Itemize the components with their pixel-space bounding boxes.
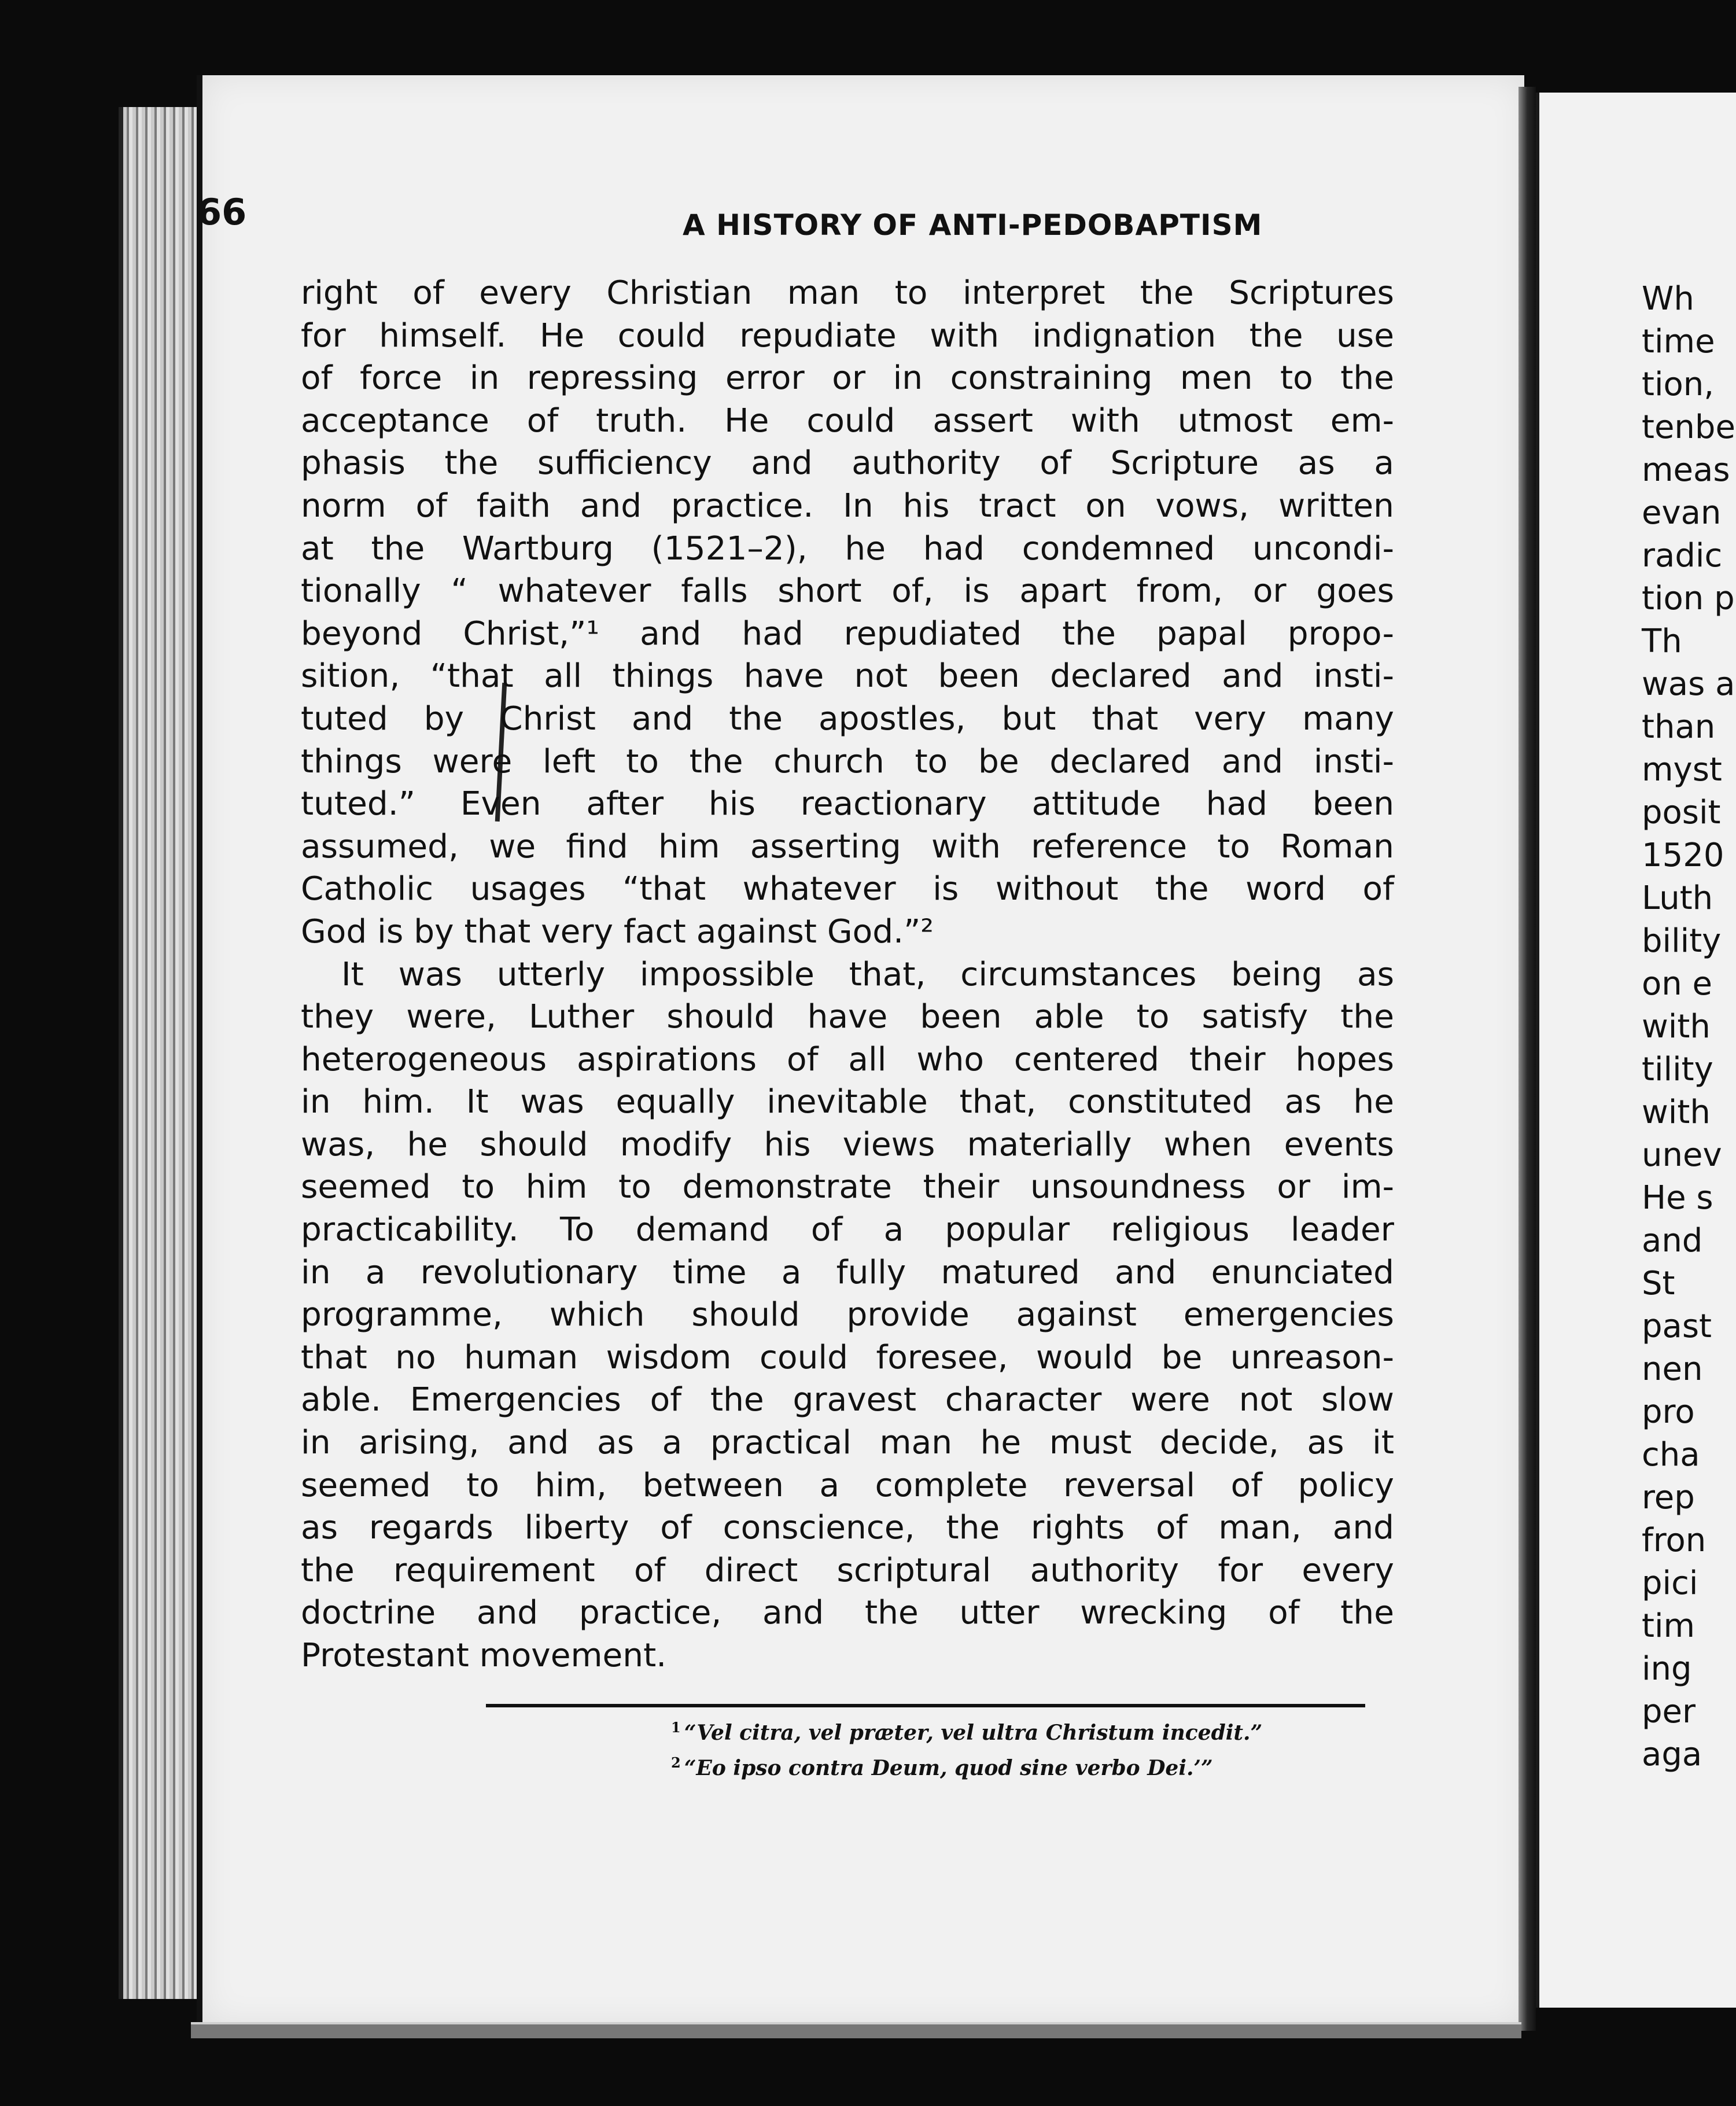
facing-line-fragment: Th	[1642, 623, 1682, 660]
footnotes	[671, 1713, 1262, 1783]
page-number: 66	[197, 191, 247, 233]
facing-line-fragment: than	[1642, 708, 1716, 746]
facing-line-fragment: pro	[1642, 1393, 1695, 1431]
running-head: A HISTORY OF ANTI-PEDOBAPTISM	[683, 208, 1263, 242]
text-line: tionally “ whatever falls short of, is apart from, or goes	[301, 572, 1394, 610]
footnote-text: “Eo ipso contra Deum, quod sine verbo Dei.’”	[684, 1756, 1213, 1780]
text-line: sition, “that all things have not been declared and insti-	[301, 657, 1394, 695]
text-line: they were, Luther should have been able to satisfy the	[301, 998, 1394, 1036]
facing-line-fragment: posit	[1642, 794, 1721, 831]
text-line: for himself. He could repudiate with indignation the use	[301, 316, 1394, 355]
facing-line-fragment: bility	[1642, 922, 1722, 960]
body-text	[301, 272, 1394, 1677]
text-line: seemed to him to demonstrate their unsoundness or im-	[301, 1168, 1394, 1206]
facing-line-fragment: with	[1642, 1008, 1711, 1045]
facing-line-fragment: with	[1642, 1094, 1711, 1131]
text-line: in arising, and as a practical man he must decide, as it	[301, 1424, 1394, 1462]
facing-line-fragment: St	[1642, 1265, 1675, 1302]
facing-line-fragment: tion p	[1642, 580, 1735, 617]
facing-line-fragment: and	[1642, 1222, 1703, 1260]
text-line: right of every Christian man to interpret the Scriptures	[301, 274, 1394, 312]
facing-line-fragment: Luth	[1642, 879, 1713, 917]
facing-line-fragment: He s	[1642, 1179, 1713, 1217]
footnote-mark: 2	[671, 1754, 681, 1771]
page-bottom-edge	[191, 2022, 1521, 2038]
book-gutter	[1518, 87, 1536, 2031]
footnote-rule	[486, 1704, 1365, 1707]
facing-line-fragment: fron	[1642, 1522, 1706, 1559]
facing-line-fragment: ing	[1642, 1650, 1692, 1688]
text-line: the requirement of direct scriptural authority for every	[301, 1551, 1394, 1589]
facing-line-fragment: on e	[1642, 965, 1713, 1003]
facing-line-fragment: tion,	[1642, 366, 1715, 403]
text-line: Protestant movement.	[301, 1637, 667, 1674]
facing-line-fragment: Wh	[1642, 280, 1694, 318]
facing-line-fragment: nen	[1642, 1350, 1703, 1388]
text-line: that no human wisdom could foresee, would be unreason-	[301, 1338, 1394, 1376]
text-line: tuted.” Even after his reactionary attitude had been	[301, 785, 1394, 823]
facing-line-fragment: rep	[1642, 1479, 1695, 1516]
facing-line-fragment: aga	[1642, 1736, 1702, 1773]
footnote-2	[671, 1748, 1262, 1783]
text-line: programme, which should provide against emergencies	[301, 1296, 1394, 1334]
text-line: things were left to the church to be declared and insti-	[301, 742, 1394, 780]
facing-line-fragment: per	[1642, 1693, 1696, 1731]
facing-line-fragment: tim	[1642, 1607, 1696, 1645]
text-line: practicability. To demand of a popular religious leader	[301, 1211, 1394, 1249]
text-line: heterogeneous aspirations of all who centered their hopes	[301, 1040, 1394, 1078]
text-line: norm of faith and practice. In his tract on vows, written	[301, 487, 1394, 525]
facing-line-fragment: tility	[1642, 1051, 1713, 1088]
facing-line-fragment: radic	[1642, 537, 1723, 575]
facing-line-fragment: 1520	[1642, 837, 1724, 874]
text-line: of force in repressing error or in constraining men to the	[301, 359, 1394, 397]
facing-line-fragment: tenbe	[1642, 408, 1735, 446]
footnote-text: “Vel citra, vel præter, vel ultra Christum incedit.”	[684, 1721, 1263, 1745]
facing-line-fragment: pici	[1642, 1564, 1698, 1602]
text-line: doctrine and practice, and the utter wrecking of the	[301, 1594, 1394, 1632]
text-line: It was utterly impossible that, circumstances being as	[341, 955, 1394, 993]
text-line: God is by that very fact against God.”²	[301, 912, 934, 951]
facing-line-fragment: past	[1642, 1308, 1712, 1345]
text-line: in a revolutionary time a fully matured and enunciated	[301, 1253, 1394, 1291]
facing-line-fragment: evan	[1642, 494, 1722, 532]
text-line: Catholic usages “that whatever is without the word of	[301, 870, 1394, 908]
facing-line-fragment: was a	[1642, 665, 1735, 703]
text-line: as regards liberty of conscience, the rights of man, and	[301, 1509, 1394, 1547]
facing-line-fragment: cha	[1642, 1436, 1700, 1474]
text-line: tuted by Christ and the apostles, but that very many	[301, 699, 1394, 738]
text-line: acceptance of truth. He could assert with utmost em-	[301, 402, 1394, 440]
text-line: in him. It was equally inevitable that, constituted as he	[301, 1083, 1394, 1121]
text-line: at the Wartburg (1521–2), he had condemned uncondi-	[301, 529, 1394, 568]
footnote-mark: 1	[671, 1719, 681, 1736]
text-line: assumed, we find him asserting with reference to Roman	[301, 827, 1394, 866]
text-line: seemed to him, between a complete reversal of policy	[301, 1466, 1394, 1504]
footnote-1	[671, 1713, 1262, 1748]
facing-line-fragment: meas	[1642, 451, 1730, 489]
text-line: able. Emergencies of the gravest character were not slow	[301, 1381, 1394, 1419]
text-line: phasis the sufficiency and authority of Scripture as a	[301, 444, 1394, 483]
text-line: beyond Christ,”¹ and had repudiated the papal propo-	[301, 614, 1394, 653]
facing-line-fragment: time	[1642, 323, 1715, 360]
facing-line-fragment: unev	[1642, 1136, 1722, 1174]
facing-line-fragment: myst	[1642, 751, 1722, 789]
facing-page-text	[1642, 278, 1735, 1776]
page-edges	[119, 107, 204, 1999]
text-line: was, he should modify his views materially when events	[301, 1125, 1394, 1164]
